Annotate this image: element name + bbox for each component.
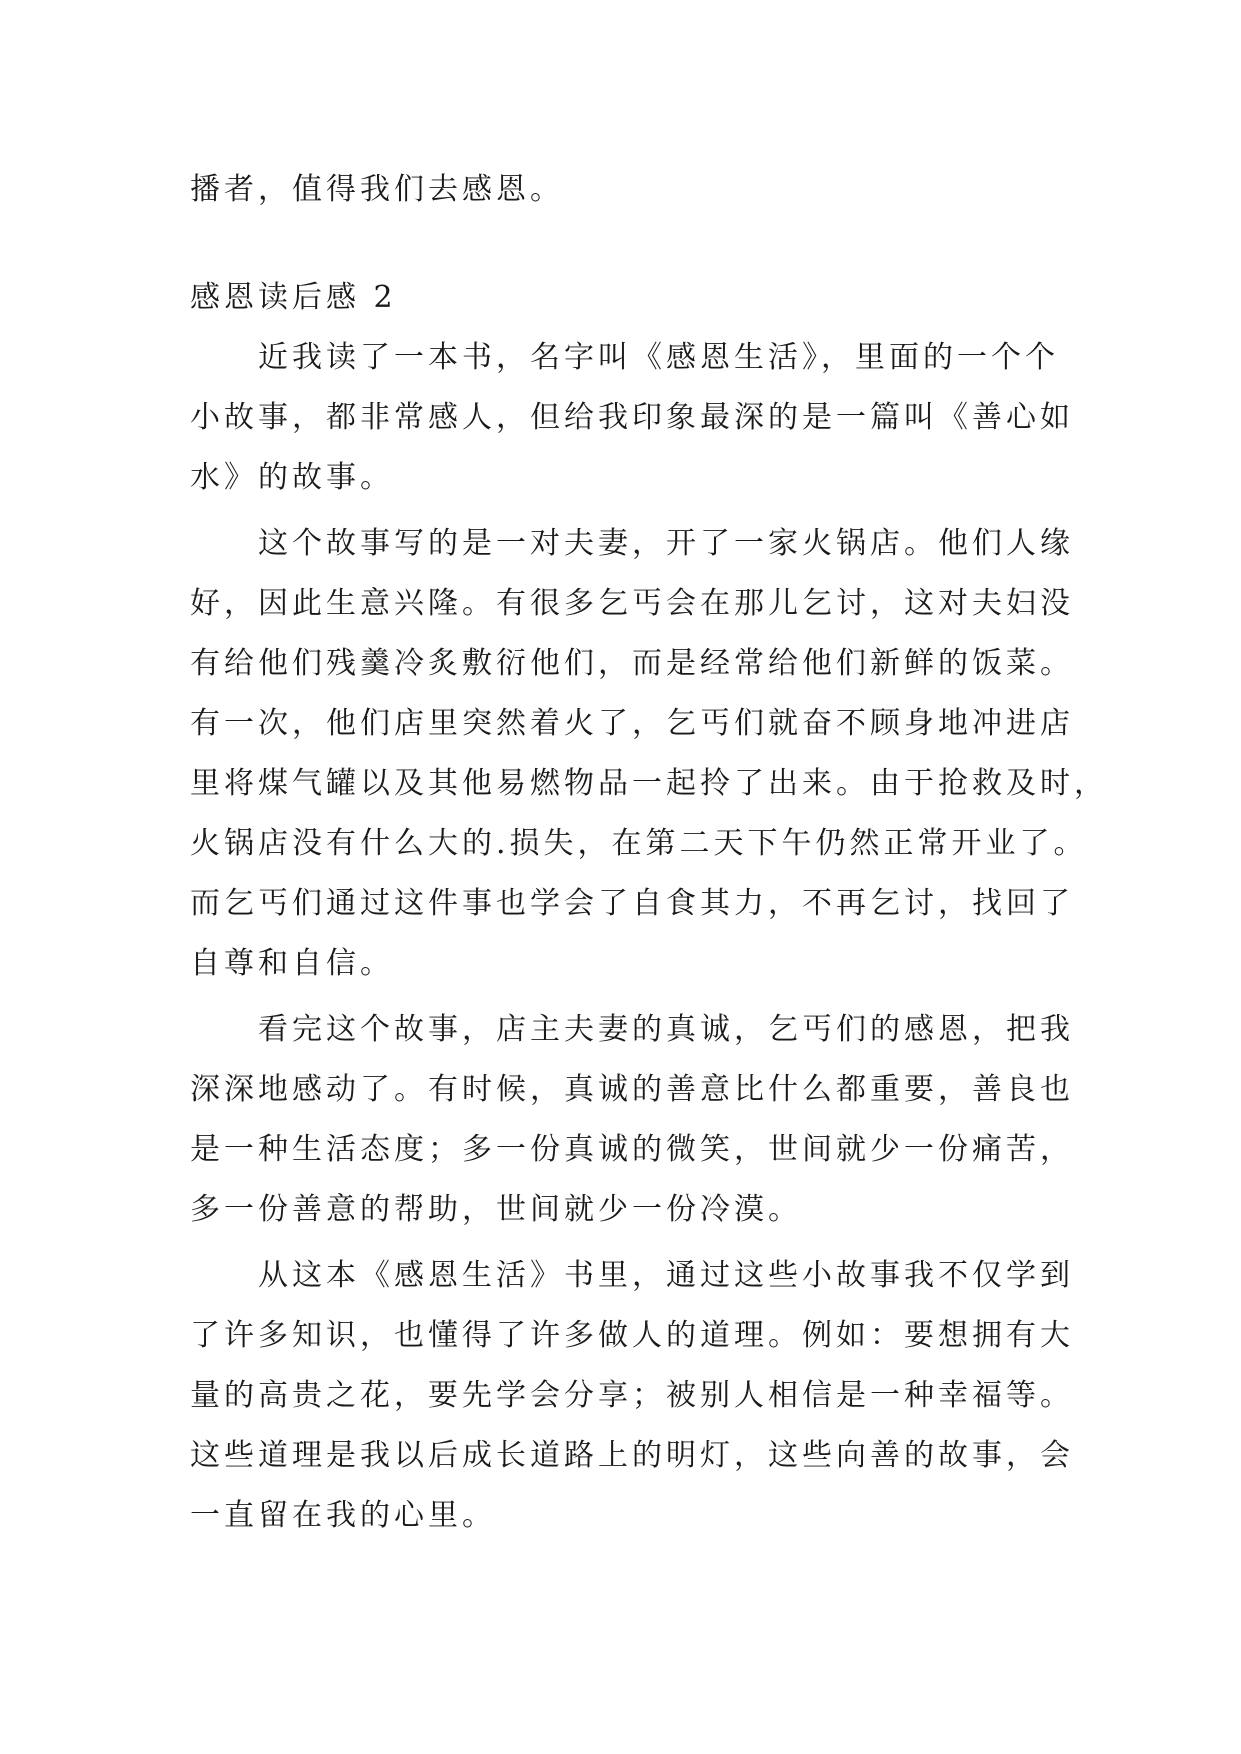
text-line: 自尊和自信。 xyxy=(190,946,394,981)
continuation-line: 播者，值得我们去感恩。 xyxy=(190,172,564,207)
text-line: 这些道理是我以后成长道路上的明灯，这些向善的故事，会 xyxy=(190,1438,1074,1473)
text-line: 近我读了一本书，名字叫《感恩生活》，里面的一个个 xyxy=(190,340,1059,375)
text-line: 好，因此生意兴隆。有很多乞丐会在那儿乞讨，这对夫妇没 xyxy=(190,586,1074,621)
text-line: 是一种生活态度；多一份真诚的微笑，世间就少一份痛苦， xyxy=(190,1132,1074,1167)
text-line: 一直留在我的心里。 xyxy=(190,1498,496,1533)
document-page xyxy=(190,160,1108,1546)
text-line: 有给他们残羹冷炙敷衍他们，而是经常给他们新鲜的饭菜。 xyxy=(190,646,1074,681)
text-line: 水》的故事。 xyxy=(190,460,394,495)
text-line: 量的高贵之花，要先学会分享；被别人相信是一种幸福等。 xyxy=(190,1378,1074,1413)
text-line: 而乞丐们通过这件事也学会了自食其力，不再乞讨，找回了 xyxy=(190,886,1074,921)
text-line: 里将煤气罐以及其他易燃物品一起拎了出来。由于抢救及时， xyxy=(190,766,1108,801)
text-line: 小故事，都非常感人，但给我印象最深的是一篇叫《善心如 xyxy=(190,400,1074,435)
text-line: 有一次，他们店里突然着火了，乞丐们就奋不顾身地冲进店 xyxy=(190,706,1074,741)
text-line: 火锅店没有什么大的.损失，在第二天下午仍然正常开业了。 xyxy=(190,826,1088,861)
text-line: 从这本《感恩生活》书里，通过这些小故事我不仅学到 xyxy=(190,1258,1074,1293)
section-title: 感恩读后感 2 xyxy=(190,280,397,315)
text-line: 多一份善意的帮助，世间就少一份冷漠。 xyxy=(190,1192,802,1227)
paragraph xyxy=(190,1000,1074,1240)
text-line: 看完这个故事，店主夫妻的真诚，乞丐们的感恩，把我 xyxy=(190,1012,1074,1047)
paragraph xyxy=(190,1246,1074,1546)
text-line: 深深地感动了。有时候，真诚的善意比什么都重要，善良也 xyxy=(190,1072,1074,1107)
text-line: 了许多知识，也懂得了许多做人的道理。例如：要想拥有大 xyxy=(190,1318,1074,1353)
paragraph xyxy=(190,514,1108,994)
text-line: 这个故事写的是一对夫妻，开了一家火锅店。他们人缘 xyxy=(190,526,1074,561)
paragraph xyxy=(190,328,1074,508)
